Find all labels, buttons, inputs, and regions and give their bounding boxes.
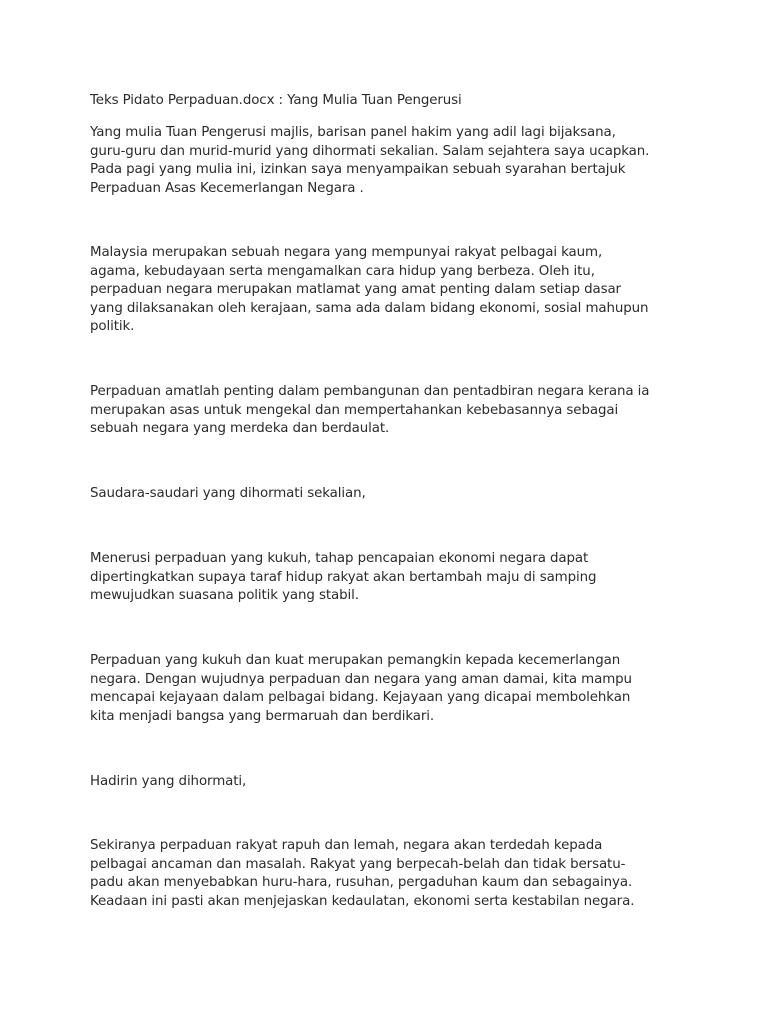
- document-page: [90, 92, 690, 909]
- text-line: negara. Dengan wujudnya perpaduan dan negara yang aman damai, kita mampu: [90, 671, 632, 687]
- paragraph: [90, 383, 649, 439]
- paragraph: [90, 124, 649, 198]
- paragraph: [90, 550, 596, 606]
- text-line: pelbagai ancaman dan masalah. Rakyat yang berpecah-belah dan tidak bersatu-: [90, 856, 626, 872]
- text-line: sebuah negara yang merdeka dan berdaulat.: [90, 421, 390, 437]
- paragraph: [90, 485, 366, 504]
- text-line: kita menjadi bangsa yang bermaruah dan berdikari.: [90, 708, 435, 724]
- text-line: Saudara-saudari yang dihormati sekalian,: [90, 486, 366, 501]
- text-line: mewujudkan suasana politik yang stabil.: [90, 588, 359, 604]
- text-line: agama, kebudayaan serta mengamalkan cara hidup yang berbeza. Oleh itu,: [90, 263, 595, 279]
- text-line: guru-guru dan murid-murid yang dihormati sekalian. Salam sejahtera saya ucapkan.: [90, 143, 650, 159]
- document-title: Teks Pidato Perpaduan.docx : Yang Mulia Tuan Pengerusi: [90, 93, 462, 108]
- text-line: Sekiranya perpaduan rakyat rapuh dan lemah, negara akan terdedah kepada: [90, 838, 603, 853]
- text-line: Yang mulia Tuan Pengerusi majlis, barisan panel hakim yang adil lagi bijaksana,: [90, 125, 616, 140]
- text-line: Keadaan ini pasti akan menjejaskan kedaulatan, ekonomi serta kestabilan negara.: [90, 893, 635, 909]
- text-line: padu akan menyebabkan huru-hara, rusuhan, pergaduhan kaum dan sebagainya.: [90, 875, 633, 891]
- text-line: mencapai kejayaan dalam pelbagai bidang. Kejayaan yang dicapai membolehkan: [90, 690, 631, 706]
- text-line: politik.: [90, 319, 135, 335]
- text-line: dipertingkatkan supaya taraf hidup rakyat akan bertambah maju di samping: [90, 569, 597, 585]
- paragraph: [90, 837, 634, 911]
- text-line: Perpaduan yang kukuh dan kuat merupakan pemangkin kepada kecemerlangan: [90, 653, 621, 668]
- text-line: perpaduan negara merupakan matlamat yang amat penting dalam setiap dasar: [90, 282, 621, 298]
- paragraph: [90, 652, 632, 726]
- paragraph: [90, 244, 648, 337]
- text-line: Menerusi perpaduan yang kukuh, tahap pencapaian ekonomi negara dapat: [90, 551, 589, 566]
- text-line: Hadirin yang dihormati,: [90, 774, 247, 789]
- text-line: merupakan asas untuk mengekal dan mempertahankan kebebasannya sebagai: [90, 402, 619, 418]
- text-line: Malaysia merupakan sebuah negara yang mempunyai rakyat pelbagai kaum,: [90, 245, 603, 260]
- text-line: yang dilaksanakan oleh kerajaan, sama ada dalam bidang ekonomi, sosial mahupun: [90, 300, 649, 316]
- text-line: Perpaduan Asas Kecemerlangan Negara .: [90, 180, 364, 196]
- paragraph: [90, 773, 246, 792]
- text-line: Perpaduan amatlah penting dalam pembangunan dan pentadbiran negara kerana ia: [90, 384, 650, 399]
- text-line: Pada pagi yang mulia ini, izinkan saya menyampaikan sebuah syarahan bertajuk: [90, 162, 626, 178]
